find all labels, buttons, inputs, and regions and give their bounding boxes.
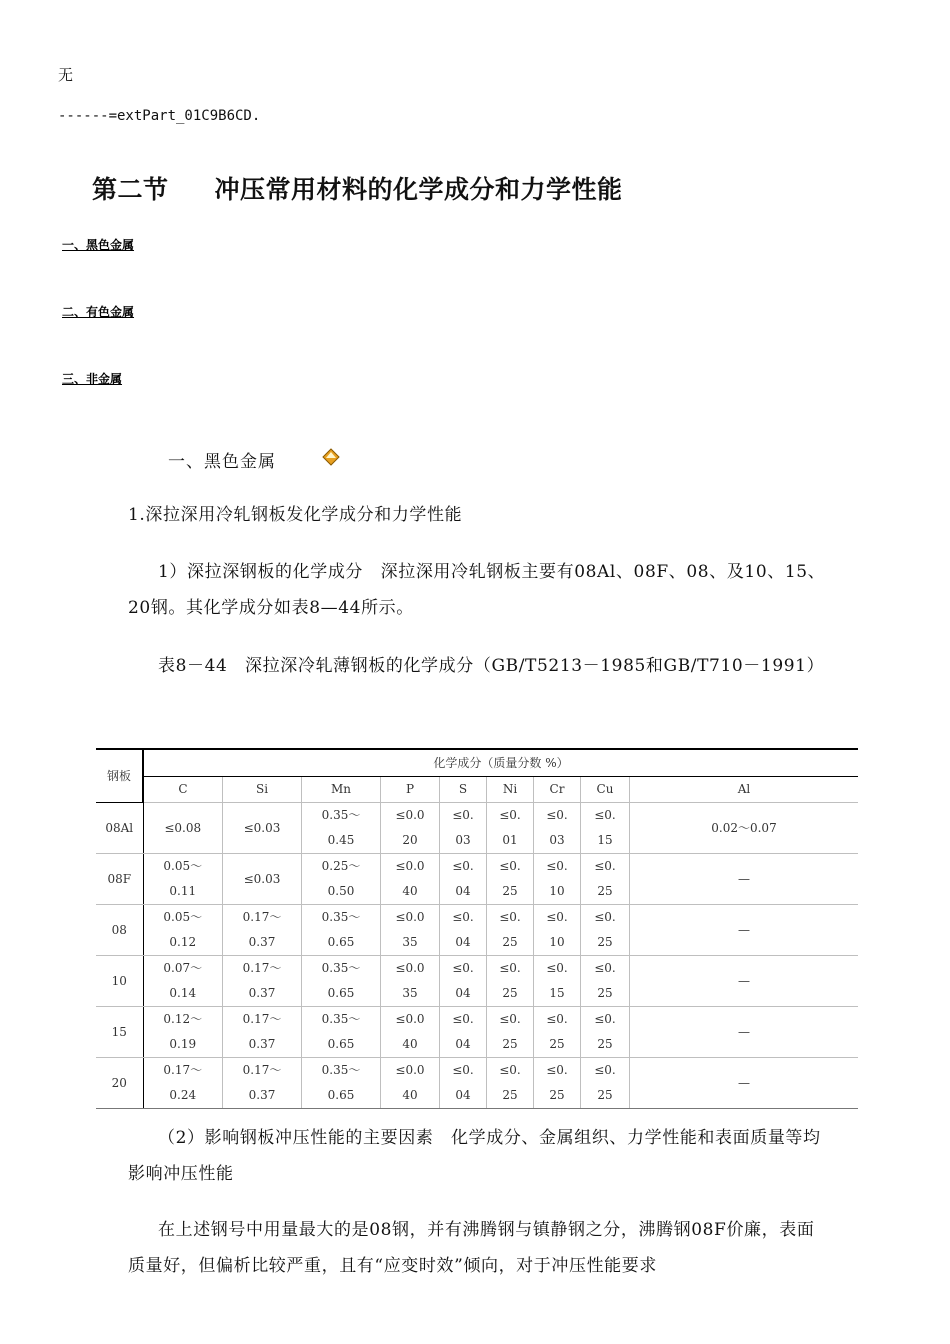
cell-line: 0.07～: [163, 961, 203, 975]
cell-line: ≤0.: [594, 1063, 616, 1077]
cell-line: ≤0.: [499, 859, 521, 873]
cell-line: ≤0.: [594, 808, 616, 822]
table-cell: [440, 1058, 487, 1109]
header-line-1: 无: [58, 66, 74, 84]
table-cell: [143, 854, 223, 905]
table-cell: [487, 1007, 534, 1058]
row-header: 钢板: [96, 749, 143, 803]
table-cell: [440, 803, 487, 854]
cell-line: ≤0.: [452, 1012, 474, 1026]
table-cell: [534, 956, 581, 1007]
table-cell: [143, 1007, 223, 1058]
table-cell: [223, 803, 302, 854]
table-row: [96, 905, 858, 956]
cell-line: 15: [597, 833, 613, 847]
cell-line: ≤0.: [546, 910, 568, 924]
cell-line: 0.65: [327, 1037, 355, 1051]
cell-line: 04: [455, 1037, 471, 1051]
cell-line: 04: [455, 935, 471, 949]
cell-line: 0.17～: [242, 1012, 282, 1026]
table-cell: [302, 803, 381, 854]
table-cell: [381, 1007, 440, 1058]
section-title: 冲压常用材料的化学成分和力学性能: [214, 175, 623, 204]
table-cell: [487, 854, 534, 905]
subsection-title: 一、黑色金属: [168, 452, 276, 472]
cell-line: ≤0.03: [243, 871, 281, 886]
paragraph-2: 1）深拉深钢板的化学成分 深拉深用冷轧钢板主要有08Al、08F、08、及10、15、20钢。其化学成分如表8—44所示。: [128, 562, 826, 618]
column-header: P: [381, 777, 440, 803]
cell-line: 0.12～: [163, 1012, 203, 1026]
column-header: Ni: [487, 777, 534, 803]
cell-line: 0.65: [327, 935, 355, 949]
cell-line: 01: [502, 833, 518, 847]
cell-line: 40: [402, 1088, 418, 1102]
cell-line: ≤0.: [594, 961, 616, 975]
cell-line: ≤0.0: [395, 961, 425, 975]
cell-line: 0.35～: [321, 1063, 361, 1077]
table-cell: [534, 1007, 581, 1058]
cell-line: 04: [455, 884, 471, 898]
table-cell: [143, 803, 223, 854]
cell-line: 0.19: [169, 1037, 197, 1051]
table-cell: [487, 1058, 534, 1109]
table-cell: [630, 854, 859, 905]
toc-link-nonmetals[interactable]: 三、非金属: [62, 372, 123, 386]
table-cell: [440, 854, 487, 905]
cell-line: ≤0.0: [395, 1063, 425, 1077]
cell-line: 0.37: [248, 986, 276, 1000]
table-cell: [534, 803, 581, 854]
cell-line: 25: [502, 884, 518, 898]
section-heading: [92, 170, 623, 206]
table-cell: [302, 1058, 381, 1109]
cell-line: 0.45: [327, 833, 355, 847]
paragraph-1: 1.深拉深用冷轧钢板发化学成分和力学性能: [128, 505, 463, 525]
table-cell: [143, 956, 223, 1007]
cell-line: 25: [549, 1037, 565, 1051]
table-row: [96, 1007, 858, 1058]
cell-line: ≤0.: [594, 910, 616, 924]
cell-line: 04: [455, 1088, 471, 1102]
cell-line: ≤0.: [546, 808, 568, 822]
cell-line: 0.17～: [242, 1063, 282, 1077]
table-cell: [223, 1058, 302, 1109]
row-name: 08Al: [96, 803, 143, 854]
cell-line: 0.25～: [321, 859, 361, 873]
cell-line: 25: [502, 935, 518, 949]
table-cell: [630, 905, 859, 956]
table-cell: [630, 1058, 859, 1109]
row-name: 20: [96, 1058, 143, 1109]
cell-line: 0.05～: [163, 910, 203, 924]
cell-line: 20: [402, 833, 418, 847]
cell-line: ≤0.0: [395, 910, 425, 924]
cell-line: ≤0.: [594, 859, 616, 873]
table-cell: [487, 905, 534, 956]
cell-line: 25: [502, 1037, 518, 1051]
column-header: Si: [223, 777, 302, 803]
cell-line: —: [738, 1024, 750, 1039]
table-cell: [630, 803, 859, 854]
cell-line: 35: [402, 935, 418, 949]
table-cell: [302, 1007, 381, 1058]
cell-line: 15: [549, 986, 565, 1000]
cell-line: 0.35～: [321, 1012, 361, 1026]
cell-line: 25: [549, 1088, 565, 1102]
row-name: 15: [96, 1007, 143, 1058]
table-row: [96, 956, 858, 1007]
table-cell: [581, 956, 630, 1007]
cell-line: ≤0.03: [243, 820, 281, 835]
table-cell: [302, 956, 381, 1007]
table-row: [96, 1058, 858, 1109]
row-name: 08: [96, 905, 143, 956]
table-cell: [381, 1058, 440, 1109]
table-cell: [223, 956, 302, 1007]
header-line-2: ------=extPart_01C9B6CD.: [58, 108, 261, 124]
table-cell: [581, 803, 630, 854]
cell-line: —: [738, 1075, 750, 1090]
table-cell: [487, 956, 534, 1007]
table-cell: [630, 1007, 859, 1058]
cell-line: ≤0.0: [395, 1012, 425, 1026]
column-header: Mn: [302, 777, 381, 803]
cell-line: 25: [597, 884, 613, 898]
cell-line: ≤0.: [546, 1012, 568, 1026]
cell-line: 0.35～: [321, 808, 361, 822]
cell-line: 0.65: [327, 1088, 355, 1102]
cell-line: ≤0.: [452, 910, 474, 924]
column-header: Cu: [581, 777, 630, 803]
table-cell: [143, 1058, 223, 1109]
group-header: 化学成分（质量分数 %）: [143, 749, 858, 777]
cell-line: 25: [597, 986, 613, 1000]
table-row: [96, 803, 858, 854]
table-cell: [302, 905, 381, 956]
table-cell: [440, 1007, 487, 1058]
table-cell: [581, 1058, 630, 1109]
cell-line: 0.37: [248, 935, 276, 949]
cell-line: 0.12: [169, 935, 197, 949]
cell-line: 0.35～: [321, 961, 361, 975]
column-header: S: [440, 777, 487, 803]
row-name: 10: [96, 956, 143, 1007]
cell-line: 0.17～: [242, 961, 282, 975]
table-cell: [487, 803, 534, 854]
cell-line: ≤0.0: [395, 859, 425, 873]
cell-line: 0.14: [169, 986, 197, 1000]
table-cell: [381, 803, 440, 854]
cell-line: ≤0.: [452, 961, 474, 975]
table-cell: [534, 905, 581, 956]
cell-line: 25: [502, 1088, 518, 1102]
table-cell: [143, 905, 223, 956]
paragraph-4: 在上述钢号中用量最大的是08钢，并有沸腾钢与镇静钢之分，沸腾钢08F价廉，表面质量好，但偏析比较严重，且有“应变时效”倾向，对于冲压性能要求: [128, 1220, 815, 1276]
cell-line: 0.05～: [163, 859, 203, 873]
cell-line: ≤0.: [594, 1012, 616, 1026]
cell-line: 0.11: [169, 884, 197, 898]
table-cell: [381, 854, 440, 905]
cell-line: ≤0.08: [164, 820, 202, 835]
table-cell: [381, 956, 440, 1007]
cell-line: 40: [402, 1037, 418, 1051]
cell-line: 0.02～0.07: [711, 820, 777, 835]
cell-line: ≤0.: [499, 910, 521, 924]
cell-line: ≤0.0: [395, 808, 425, 822]
cell-line: ≤0.: [546, 961, 568, 975]
cell-line: 03: [549, 833, 565, 847]
cell-line: 25: [502, 986, 518, 1000]
column-header: Cr: [534, 777, 581, 803]
table-cell: [440, 956, 487, 1007]
cell-line: —: [738, 973, 750, 988]
chemical-composition-table: [96, 748, 858, 1109]
cell-line: 40: [402, 884, 418, 898]
table-cell: [534, 854, 581, 905]
cell-line: ≤0.: [499, 1012, 521, 1026]
cell-line: ≤0.: [499, 1063, 521, 1077]
table-cell: [440, 905, 487, 956]
cell-line: 0.35～: [321, 910, 361, 924]
cell-line: —: [738, 922, 750, 937]
diamond-up-arrow-icon[interactable]: [322, 448, 340, 466]
cell-line: 25: [597, 1088, 613, 1102]
column-header: C: [143, 777, 223, 803]
cell-line: —: [738, 871, 750, 886]
cell-line: 0.24: [169, 1088, 197, 1102]
row-name: 08F: [96, 854, 143, 905]
cell-line: ≤0.: [546, 859, 568, 873]
cell-line: ≤0.: [452, 808, 474, 822]
cell-line: 0.65: [327, 986, 355, 1000]
cell-line: 0.17～: [242, 910, 282, 924]
cell-line: 10: [549, 935, 565, 949]
column-header: Al: [630, 777, 859, 803]
cell-line: ≤0.: [499, 961, 521, 975]
cell-line: 25: [597, 935, 613, 949]
table-cell: [581, 854, 630, 905]
cell-line: 0.50: [327, 884, 355, 898]
section-number: 第二节: [92, 175, 169, 204]
cell-line: 0.17～: [163, 1063, 203, 1077]
paragraph-3: （2）影响钢板冲压性能的主要因素 化学成分、金属组织、力学性能和表面质量等均影响冲压性能: [128, 1128, 821, 1184]
cell-line: ≤0.: [546, 1063, 568, 1077]
table-cell: [381, 905, 440, 956]
table-cell: [223, 1007, 302, 1058]
cell-line: 10: [549, 884, 565, 898]
cell-line: 25: [597, 1037, 613, 1051]
cell-line: 03: [455, 833, 471, 847]
cell-line: 0.37: [248, 1088, 276, 1102]
cell-line: 04: [455, 986, 471, 1000]
table-cell: [534, 1058, 581, 1109]
table-caption: 表8－44 深拉深冷轧薄钢板的化学成分（GB/T5213－1985和GB/T710－1991）: [158, 656, 825, 676]
table-row: [96, 854, 858, 905]
table-cell: [581, 1007, 630, 1058]
cell-line: ≤0.: [452, 859, 474, 873]
cell-line: 0.37: [248, 1037, 276, 1051]
table-cell: [223, 854, 302, 905]
table-cell: [302, 854, 381, 905]
table-cell: [223, 905, 302, 956]
cell-line: 35: [402, 986, 418, 1000]
cell-line: ≤0.: [499, 808, 521, 822]
table-cell: [581, 905, 630, 956]
toc-link-ferrous-metals[interactable]: 一、黑色金属: [62, 238, 135, 252]
table-cell: [630, 956, 859, 1007]
toc-link-nonferrous-metals[interactable]: 二、有色金属: [62, 305, 135, 319]
cell-line: ≤0.: [452, 1063, 474, 1077]
